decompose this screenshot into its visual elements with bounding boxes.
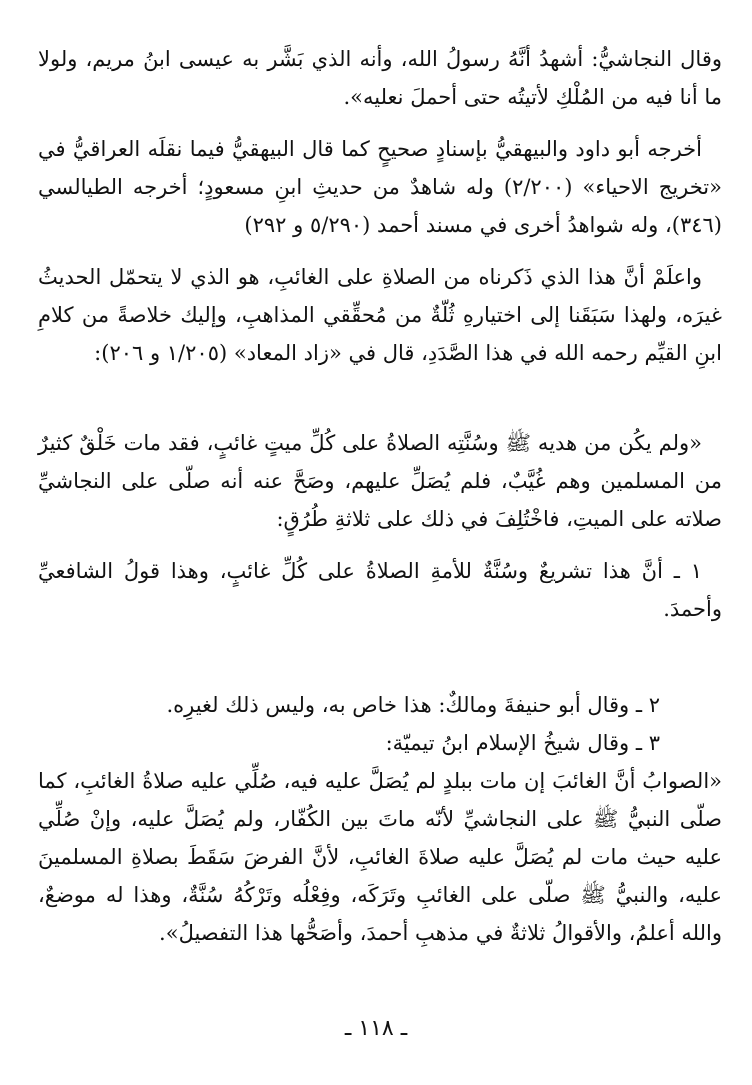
paragraph-najashi-quote: وقال النجاشيُّ: أشهدُ أنَّهُ رسولُ الله، وأنه الذي بَشَّر به عيسى ابنُ مريم، ولولا ما أنا فيه من المُلْكِ لأتيتُه حتى أحملَ نعليه». xyxy=(38,47,722,109)
paragraph-opinion-1: ١ ـ أنَّ هذا تشريعٌ وسُنَّةٌ للأمةِ الصلاةُ على كُلِّ غائبٍ، وهذا قولُ الشافعيِّ وأحمدَ. xyxy=(38,559,722,621)
paragraph-opinion-3: ٣ ـ وقال شيخُ الإسلام ابنُ تيميّة: xyxy=(385,731,660,755)
paragraph-opinion-2: ٢ ـ وقال أبو حنيفةَ ومالكٌ: هذا خاص به، وليس ذلك لغيرِه. xyxy=(166,693,660,717)
paragraph-ibn-qayyim-quote: «ولم يكُن من هديه ﷺ وسُنَّتِه الصلاةُ على كُلِّ ميتٍ غائبٍ، فقد مات خَلْقٌ كثيرٌ من المسلمين وهم غُيَّبٌ، فلم يُصَلِّ عليهم، وصَحَّ عنه أنه صلّى على النجاشيِّ صلاته على الميتِ، فاخْتُلِفَ في ذلك على ثلاثةِ طُرُقٍ: xyxy=(38,431,722,531)
paragraph-hadith-source: أخرجه أبو داود والبيهقيُّ بإسنادٍ صحيحٍ كما قال البيهقيُّ فيما نقلَه العراقيُّ في «تخريج الاحياء» (٢/٢٠٠) وله شاهدٌ من حديثِ ابنِ مسعودٍ؛ أخرجه الطيالسي (٣٤٦)، وله شواهدُ أخرى في مسند أحمد (٥/٢٩٠ و ٢٩٢) xyxy=(38,137,722,237)
paragraph-ibn-taymiyya-quote: «الصوابُ أنَّ الغائبَ إن مات ببلدٍ لم يُصَلَّ عليه فيه، صُلِّي عليه صلاةُ الغائبِ، كما صلّى النبيُّ ﷺ على النجاشيِّ لأنّه ماتَ بين الكُفّار، ولم يُصَلَّ عليه، وإنْ صُلِّي عليه حيث مات لم يُصَلَّ عليه صلاةَ الغائبِ، لأنَّ الفرضَ سَقَطَ بصلاةِ المسلمينَ عليه، والنبيُّ ﷺ صلّى على الغائبِ وتَرَكَه، وفِعْلُه وتَرْكُهُ سُنَّةٌ، وهذا له موضعٌ، والله أعلمُ، والأقوالُ ثلاثةٌ في مذهبِ أحمدَ، وأصَحُّها هذا التفصيلُ». xyxy=(38,769,722,945)
page-number: ـ ١١٨ ـ xyxy=(344,1016,408,1041)
page-body xyxy=(38,40,722,952)
paragraph-note: واعلَمْ أنَّ هذا الذي ذَكرناه من الصلاةِ على الغائبِ، هو الذي لا يتحمّل الحديثُ غيرَه، ولهذا سَبَقَنا إلى اختيارهِ ثُلّةٌ من مُحقِّقي المذاهبِ، وإليك خلاصةً من كلامِ ابنِ القيِّم رحمه الله في هذا الصَّدَدِ، قال في «زاد المعاد» (١/٢٠٥ و ٢٠٦): xyxy=(38,265,722,365)
